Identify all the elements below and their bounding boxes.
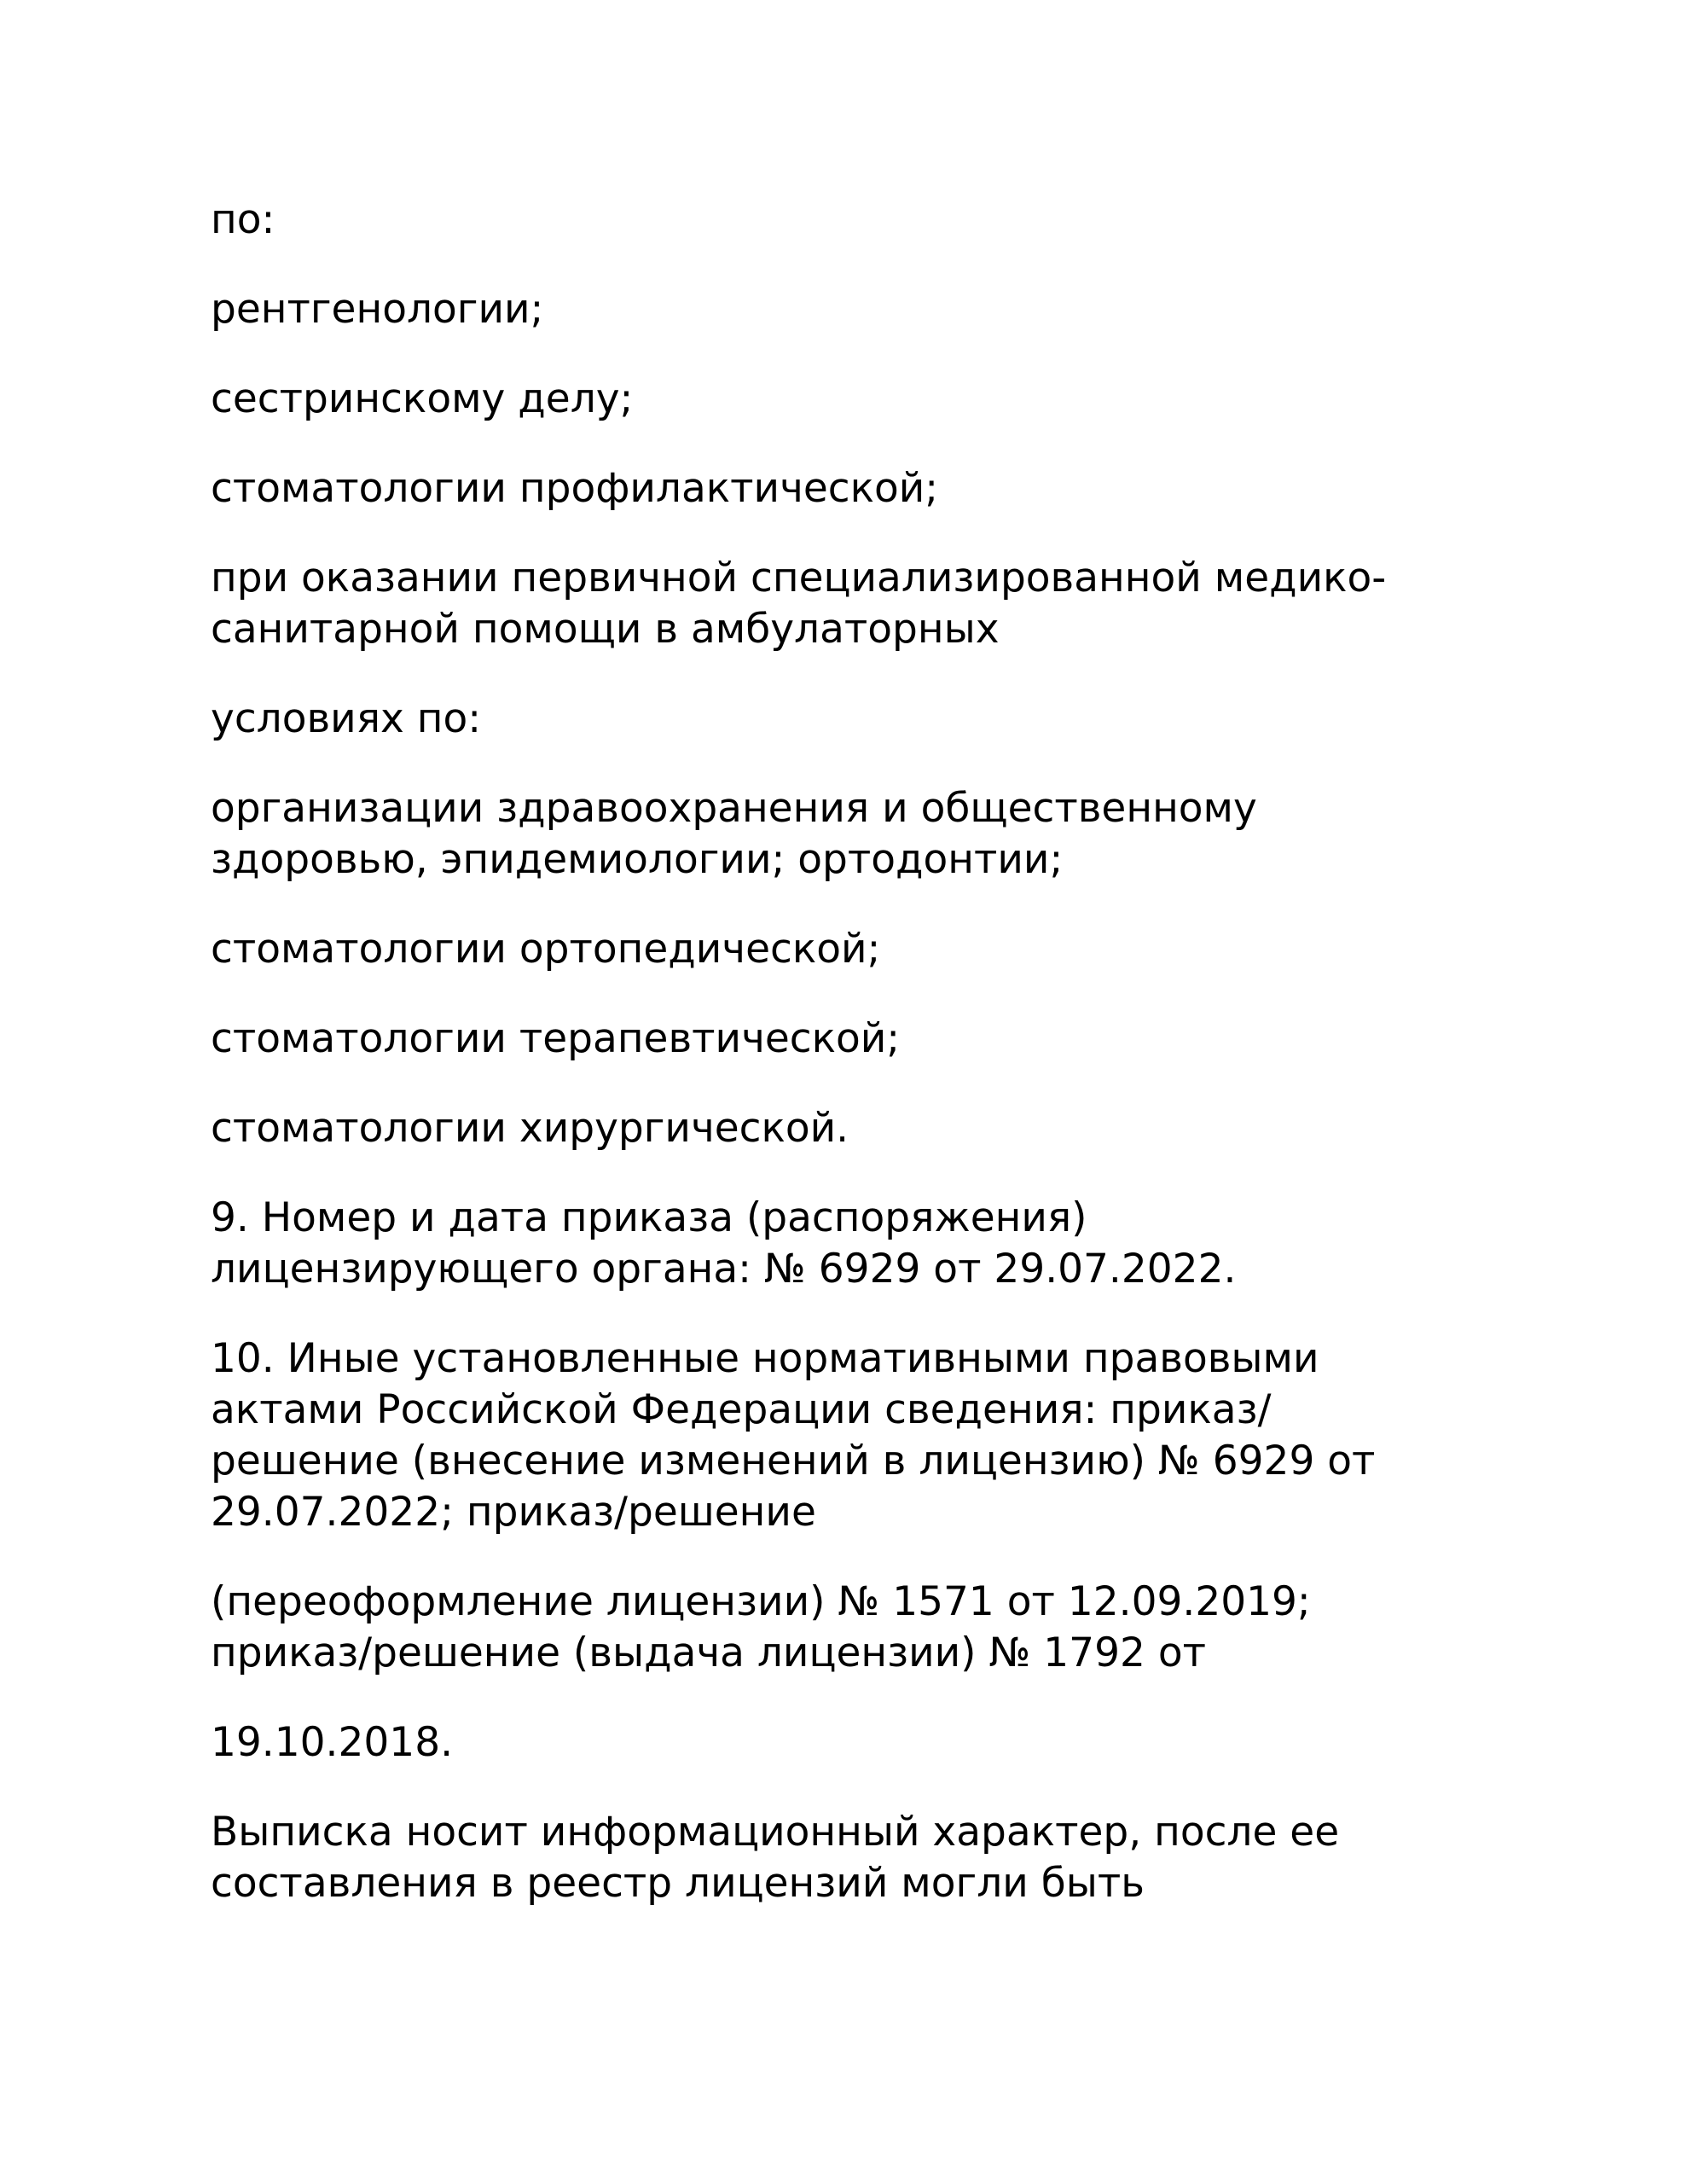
- document-page: [211, 195, 1541, 1948]
- paragraph: [211, 1577, 1541, 1679]
- text-line: актами Российской Федерации сведения: приказ/: [211, 1386, 1272, 1433]
- text-line: условиях по:: [211, 695, 482, 742]
- text-line: по:: [211, 196, 275, 243]
- text-line: лицензирующего органа: № 6929 от 29.07.2022.: [211, 1246, 1237, 1292]
- paragraph: [211, 694, 1541, 745]
- text-line: сестринскому делу;: [211, 375, 634, 422]
- text-line: санитарной помощи в амбулаторных: [211, 606, 1000, 653]
- text-line: (переоформление лицензии) № 1571 от 12.09.2019;: [211, 1578, 1311, 1625]
- text-line: стоматологии профилактической;: [211, 465, 939, 512]
- paragraph: [211, 924, 1541, 975]
- paragraph: [211, 1014, 1541, 1065]
- paragraph: [211, 553, 1541, 655]
- text-line: рентгенологии;: [211, 286, 544, 333]
- paragraph: [211, 1193, 1541, 1295]
- text-line: Выписка носит информационный характер, после ее: [211, 1809, 1340, 1856]
- text-line: приказ/решение (выдача лицензии) № 1792 от: [211, 1629, 1206, 1676]
- paragraph: [211, 195, 1541, 246]
- text-line: 10. Иные установленные нормативными правовыми: [211, 1335, 1319, 1382]
- text-line: стоматологии ортопедической;: [211, 926, 881, 973]
- text-line: здоровью, эпидемиологии; ортодонтии;: [211, 836, 1064, 883]
- text-line: организации здравоохранения и общественному: [211, 785, 1257, 832]
- text-line: стоматологии хирургической.: [211, 1105, 849, 1152]
- text-line: решение (внесение изменений в лицензию) № 6929 от: [211, 1438, 1376, 1484]
- text-line: 19.10.2018.: [211, 1719, 454, 1766]
- paragraph: [211, 463, 1541, 514]
- text-line: 29.07.2022; приказ/решение: [211, 1489, 816, 1536]
- text-line: стоматологии терапевтической;: [211, 1015, 901, 1062]
- paragraph: [211, 1333, 1541, 1538]
- paragraph: [211, 1807, 1541, 1909]
- text-line: составления в реестр лицензий могли быть: [211, 1860, 1145, 1907]
- paragraph: [211, 783, 1541, 886]
- paragraph: [211, 374, 1541, 425]
- paragraph: [211, 1103, 1541, 1154]
- text-line: 9. Номер и дата приказа (распоряжения): [211, 1194, 1087, 1241]
- text-line: при оказании первичной специализированной медико-: [211, 555, 1387, 601]
- paragraph: [211, 1717, 1541, 1769]
- paragraph: [211, 284, 1541, 335]
